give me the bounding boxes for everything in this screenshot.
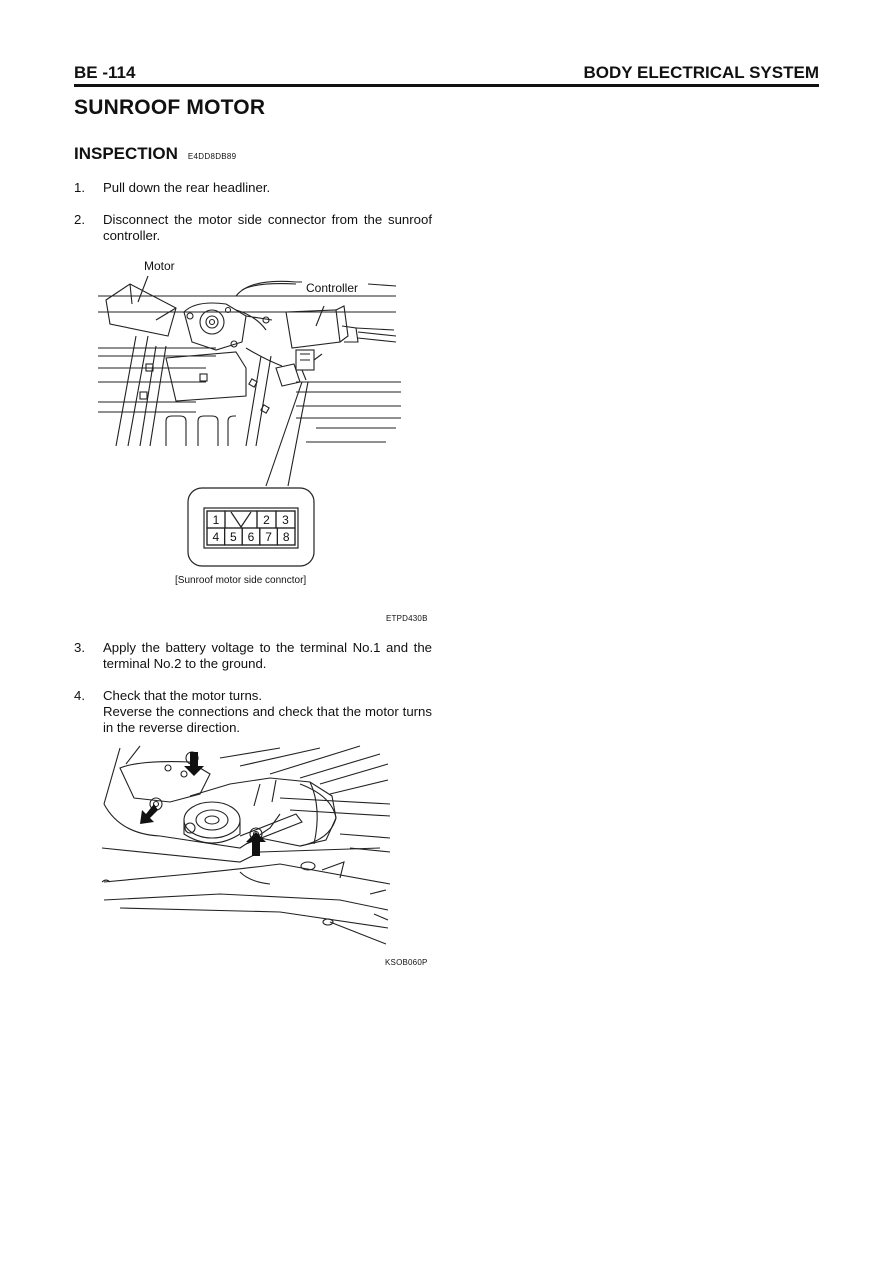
page-title: SUNROOF MOTOR — [74, 96, 266, 119]
terminal-label: 4 — [212, 530, 220, 544]
step-text: Pull down the rear headliner. — [103, 180, 271, 195]
step-1 — [74, 180, 432, 196]
step-4 — [74, 688, 432, 736]
step-number: 4. — [74, 688, 85, 703]
controller-label: Controller — [306, 281, 359, 295]
terminal-label: 1 — [212, 513, 220, 527]
step-text: Check that the motor turns. — [103, 688, 263, 703]
header-rule — [74, 84, 819, 87]
terminal-label: 5 — [230, 530, 237, 544]
page-number: BE -114 — [74, 63, 136, 82]
figure-code: KSOB060P — [385, 958, 428, 967]
step-text: Apply the battery voltage to the terminal No.1 and the terminal No.2 to the ground. — [103, 640, 432, 671]
terminal-label: 8 — [282, 530, 290, 544]
motor-mounting-figure — [100, 744, 392, 948]
motor-label: Motor — [144, 259, 175, 273]
step-number: 2. — [74, 212, 85, 227]
terminal-label: 6 — [247, 530, 255, 544]
inspection-code: E4DD8DB89 — [187, 152, 237, 161]
connector-caption: [Sunroof motor side connctor] — [175, 575, 307, 586]
terminal-label: 3 — [282, 513, 289, 527]
step-text: Disconnect the motor side connector from the sunroof controller. — [103, 212, 432, 243]
terminal-label: 7 — [265, 530, 272, 544]
step-3 — [74, 640, 432, 672]
sunroof-motor-controller-figure — [96, 256, 408, 591]
page-header — [74, 63, 819, 83]
inspection-heading — [74, 144, 236, 164]
step-number: 1. — [74, 180, 85, 195]
figure-code: ETPD430B — [386, 614, 428, 623]
step-2 — [74, 212, 432, 244]
step-number: 3. — [74, 640, 85, 655]
section-title: BODY ELECTRICAL SYSTEM — [583, 63, 819, 82]
terminal-label: 2 — [263, 513, 270, 527]
step-text: Reverse the connections and check that the motor turns in the reverse direction. — [103, 704, 432, 735]
inspection-heading-text: INSPECTION — [74, 144, 178, 163]
